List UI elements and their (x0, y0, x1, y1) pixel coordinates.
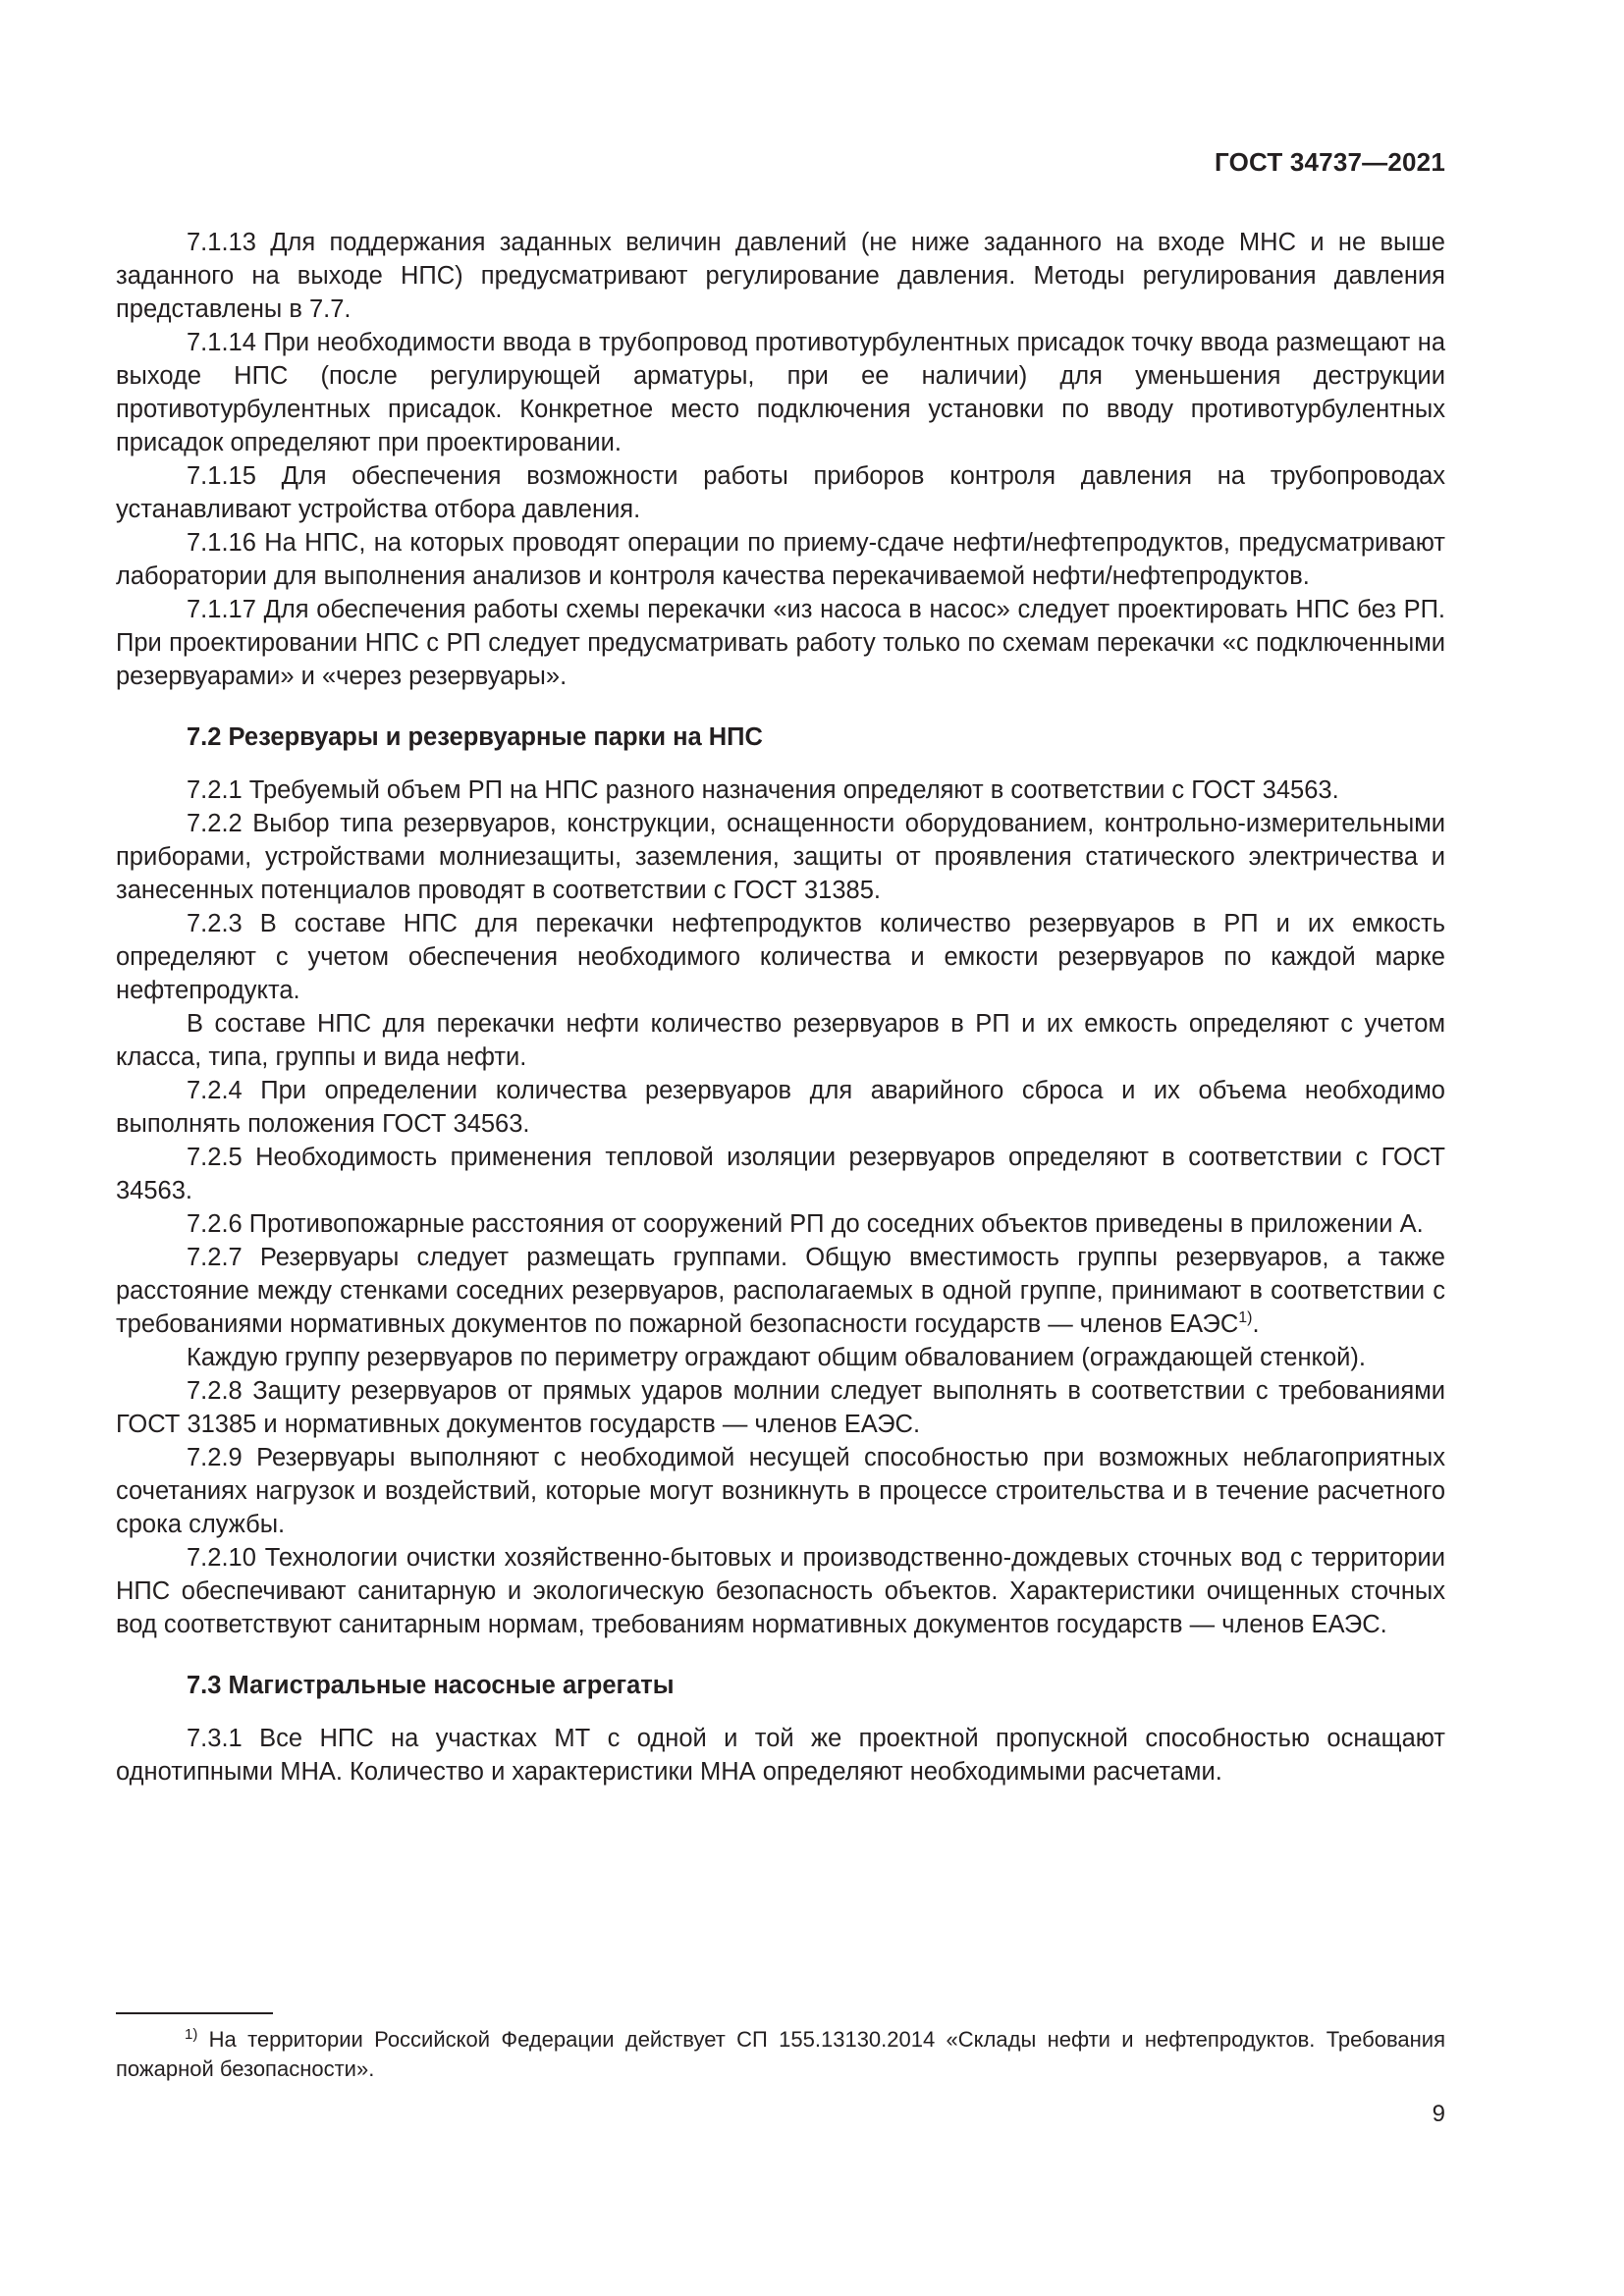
paragraph-7-1-14: 7.1.14 При необходимости ввода в трубопровод противотурбулентных присадок точку ввода размещают на выходе НПС (после регулирующей арматуры, при ее наличии) для уменьшения деструкции противотурбулентных присадок. Конкретное место подключения установки по вводу противотурбулентных присадок определяют при проектировании. (116, 329, 1445, 456)
section-heading-7-3: 7.3 Магистральные насосные агрегаты (187, 1672, 675, 1699)
paragraph-7-2-7-end: . (1252, 1310, 1260, 1338)
paragraph-7-2-1: 7.2.1 Требуемый объем РП на НПС разного назначения определяют в соответствии с ГОСТ 34563. (187, 776, 1339, 804)
paragraph-7-1-17: 7.1.17 Для обеспечения работы схемы перекачки «из насоса в насос» следует проектировать НПС без РП. При проектировании НПС с РП следует предусматривать работу только по схемам перекачки «с подключенными резервуарами» и «через резервуары». (116, 596, 1445, 690)
footnote-marker: 1) (185, 2026, 198, 2043)
paragraph-7-2-8: 7.2.8 Защиту резервуаров от прямых ударов молнии следует выполнять в соответствии с требованиями ГОСТ 31385 и нормативных документов государств — членов ЕАЭС. (116, 1377, 1445, 1438)
footnote-reference: 1) (1238, 1309, 1253, 1326)
paragraph-7-2-7-continued: Каждую группу резервуаров по периметру ограждают общим обвалованием (ограждающей стенкой). (187, 1344, 1367, 1371)
section-heading-7-2: 7.2 Резервуары и резервуарные парки на НПС (187, 723, 763, 751)
paragraph-7-2-2: 7.2.2 Выбор типа резервуаров, конструкции, оснащенности оборудованием, контрольно-измерительными приборами, устройствами молниезащиты, заземления, защиты от проявления статического электричества и занесенных потенциалов проводят в соответствии с ГОСТ 31385. (116, 810, 1445, 904)
paragraph-7-2-7-text: 7.2.7 Резервуары следует размещать группами. Общую вместимость группы резервуаров, а также расстояние между стенками соседних резервуаров, располагаемых в одной группе, принимают в соответствии с требованиями нормативных документов по пожарной безопасности государств — членов ЕАЭС (116, 1244, 1445, 1338)
paragraph-7-1-16: 7.1.16 На НПС, на которых проводят операции по приему-сдаче нефти/нефтепродуктов, предусматривают лаборатории для выполнения анализов и контроля качества перекачиваемой нефти/нефтепродуктов. (116, 529, 1445, 590)
page-number: 9 (1432, 2101, 1445, 2127)
paragraph-7-2-7 (116, 1241, 1445, 1341)
footnote (116, 2025, 1445, 2084)
paragraph-7-2-3: 7.2.3 В составе НПС для перекачки нефтепродуктов количество резервуаров в РП и их емкость определяют с учетом обеспечения необходимого количества и емкости резервуаров по каждой марке нефтепродукта. (116, 910, 1445, 1004)
paragraph-7-2-3-continued: В составе НПС для перекачки нефти количество резервуаров в РП и их емкость определяют с учетом класса, типа, группы и вида нефти. (116, 1010, 1445, 1071)
document-body (116, 226, 1445, 1789)
footnote-divider (116, 2012, 273, 2014)
paragraph-7-1-15: 7.1.15 Для обеспечения возможности работы приборов контроля давления на трубопроводах устанавливают устройства отбора давления. (116, 462, 1445, 523)
document-page (116, 0, 1445, 2296)
paragraph-7-1-13: 7.1.13 Для поддержания заданных величин давлений (не ниже заданного на входе МНС и не выше заданного на выходе НПС) предусматривают регулирование давления. Методы регулирования давления представлены в 7.7. (116, 229, 1445, 323)
paragraph-7-2-5: 7.2.5 Необходимость применения тепловой изоляции резервуаров определяют в соответствии с ГОСТ 34563. (116, 1144, 1445, 1204)
paragraph-7-3-1: 7.3.1 Все НПС на участках МТ с одной и той же проектной пропускной способностью оснащают однотипными МНА. Количество и характеристики МНА определяют необходимыми расчетами. (116, 1725, 1445, 1786)
paragraph-7-2-4: 7.2.4 При определении количества резервуаров для аварийного сброса и их объема необходимо выполнять положения ГОСТ 34563. (116, 1077, 1445, 1138)
paragraph-7-2-10: 7.2.10 Технологии очистки хозяйственно-бытовых и производственно-дождевых сточных вод с территории НПС обеспечивают санитарную и экологическую безопасность объектов. Характеристики очищенных сточных вод соответствуют санитарным нормам, требованиям нормативных документов государств — членов ЕАЭС. (116, 1544, 1445, 1638)
paragraph-7-2-6: 7.2.6 Противопожарные расстояния от сооружений РП до соседних объектов приведены в приложении А. (187, 1210, 1424, 1238)
paragraph-7-2-9: 7.2.9 Резервуары выполняют с необходимой несущей способностью при возможных неблагоприятных сочетаниях нагрузок и воздействий, которые могут возникнуть в процессе строительства и в течение расчетного срока службы. (116, 1444, 1445, 1538)
document-header: ГОСТ 34737—2021 (1215, 147, 1445, 177)
footnote-text: На территории Российской Федерации действует СП 155.13130.2014 «Склады нефти и нефтепродуктов. Требования пожарной безопасности». (116, 2027, 1445, 2081)
